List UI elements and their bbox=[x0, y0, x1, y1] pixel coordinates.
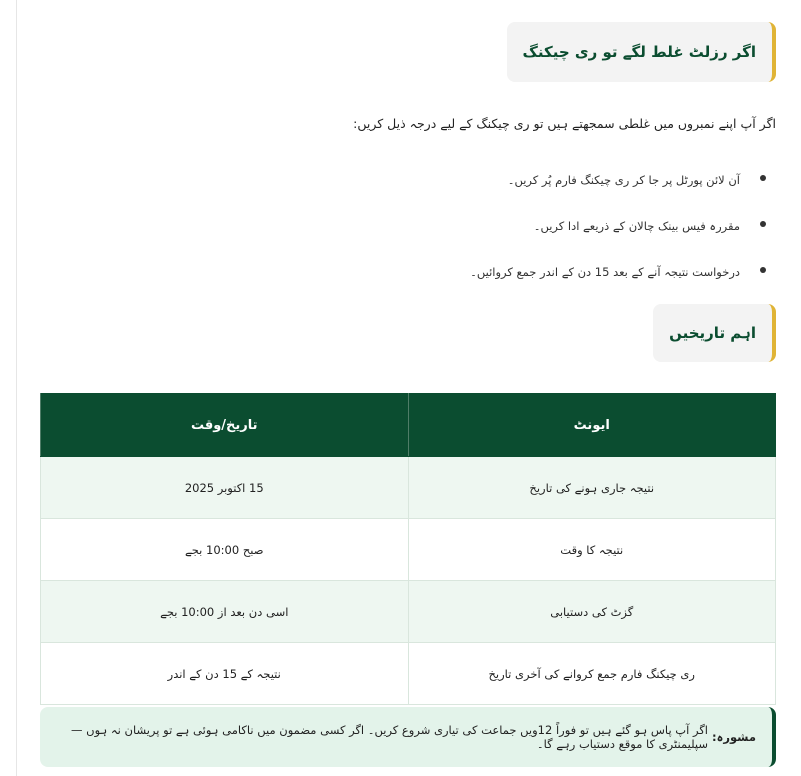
table-row bbox=[41, 457, 776, 519]
table-row bbox=[41, 643, 776, 705]
step-text: مقررہ فیس بینک چالان کے ذریعے ادا کریں۔ bbox=[533, 219, 740, 233]
recheck-heading: اگر رزلٹ غلط لگے تو ری چیکنگ bbox=[522, 43, 756, 61]
list-item bbox=[40, 252, 776, 298]
event-cell: نتیجہ کا وقت bbox=[408, 519, 776, 581]
advice-label: مشورہ: bbox=[712, 730, 756, 744]
date-cell: صبح 10:00 بجے bbox=[41, 519, 409, 581]
step-text: درخواست نتیجہ آنے کے بعد 15 دن کے اندر جمع کروائیں۔ bbox=[470, 265, 740, 279]
event-cell: گزٹ کی دستیابی bbox=[408, 581, 776, 643]
bullet-icon bbox=[760, 267, 766, 273]
recheck-heading-box bbox=[507, 22, 776, 82]
advice-text: اگر آپ پاس ہو گئے ہیں تو فوراً 12ویں جماعت کی تیاری شروع کریں۔ اگر کسی مضمون میں ناکامی ہوئی ہے تو پریشان نہ ہوں — سپلیمنٹری کا موقع دستیاب رہے گا۔ bbox=[70, 723, 708, 751]
column-header-event: ایونٹ bbox=[408, 394, 776, 457]
table-header-row bbox=[41, 394, 776, 457]
bullet-icon bbox=[760, 221, 766, 227]
recheck-steps-list bbox=[40, 160, 776, 298]
table-row bbox=[41, 519, 776, 581]
column-header-date: تاریخ/وقت bbox=[41, 394, 409, 457]
date-cell: 15 اکتوبر 2025 bbox=[41, 457, 409, 519]
bullet-icon bbox=[760, 175, 766, 181]
date-cell: نتیجہ کے 15 دن کے اندر bbox=[41, 643, 409, 705]
article-content bbox=[40, 0, 776, 776]
list-item bbox=[40, 160, 776, 206]
dates-heading-box bbox=[653, 304, 776, 362]
date-cell: اسی دن بعد از 10:00 بجے bbox=[41, 581, 409, 643]
page-left-border bbox=[16, 0, 17, 776]
advice-callout bbox=[40, 707, 776, 767]
dates-heading: اہم تاریخیں bbox=[669, 324, 756, 342]
recheck-intro: اگر آپ اپنے نمبروں میں غلطی سمجھتے ہیں تو ری چیکنگ کے لیے درجہ ذیل کریں: bbox=[353, 116, 776, 131]
list-item bbox=[40, 206, 776, 252]
important-dates-table bbox=[40, 393, 776, 705]
event-cell: ری چیکنگ فارم جمع کروانے کی آخری تاریخ bbox=[408, 643, 776, 705]
event-cell: نتیجہ جاری ہونے کی تاریخ bbox=[408, 457, 776, 519]
step-text: آن لائن پورٹل پر جا کر ری چیکنگ فارم پُر کریں۔ bbox=[507, 173, 740, 187]
table-row bbox=[41, 581, 776, 643]
